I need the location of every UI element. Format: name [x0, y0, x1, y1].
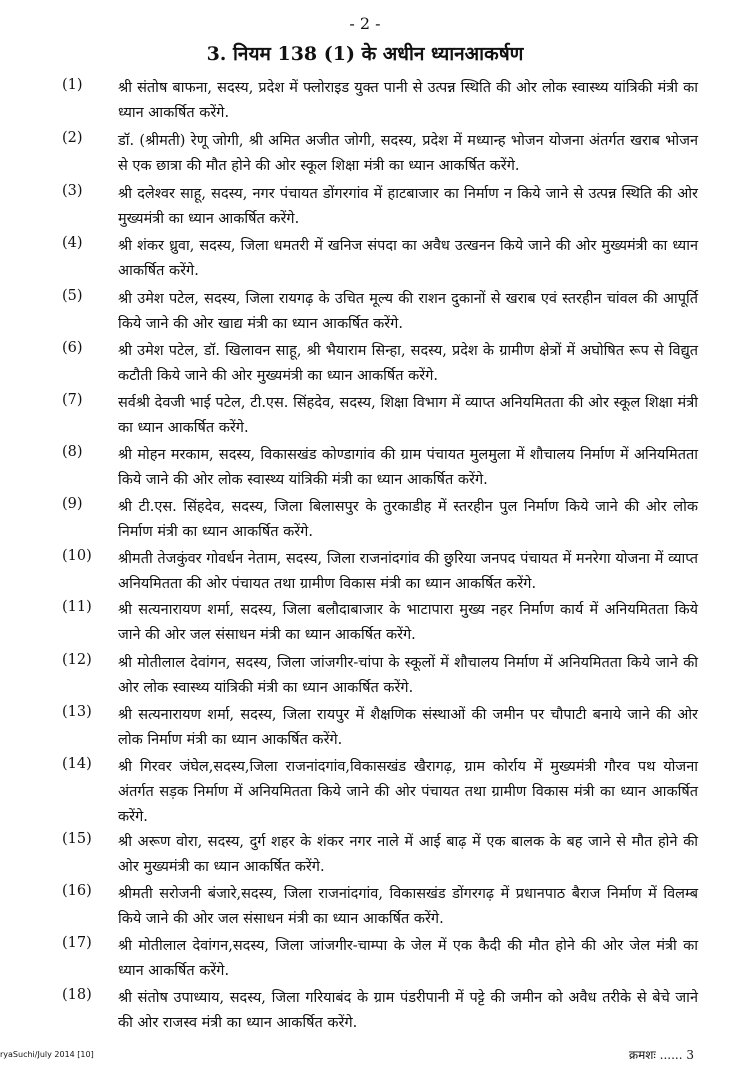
item-number: (1)	[62, 77, 83, 93]
item-text: श्री उमेश पटेल, डॉ. खिलावन साहू, श्री भैयाराम सिन्हा, सदस्य, प्रदेश के ग्रामीण क्षेत्रों में अघोषित रूप से विद्युत कटौती किये जाने की ओर मुख्यमंत्री का ध्यान आकर्षित करेंगे.	[118, 343, 698, 384]
item-number: (13)	[62, 704, 92, 720]
section-heading: 3. नियम 138 (1) के अधीन ध्यानआकर्षण	[206, 43, 524, 65]
item-text: श्री संतोष उपाध्याय, सदस्य, जिला गरियाबंद के ग्राम पंडरीपानी में पट्टे की जमीन को अवैध तरीके से बेचे जाने की ओर राजस्व मंत्री का ध्यान आकर्षित करेंगे.	[118, 990, 698, 1031]
item-text: श्रीमती तेजकुंवर गोवर्धन नेताम, सदस्य, जिला राजनांदगांव की छुरिया जनपद पंचायत में मनरेगा योजना में व्याप्त अनियमितता की ओर पंचायत तथा ग्रामीण विकास मंत्री का ध्यान आकर्षित करेंगे.	[118, 551, 698, 592]
item-text: श्री दलेश्वर साहू, सदस्य, नगर पंचायत डोंगरगांव में हाटबाजार का निर्माण न किये जाने से उत्पन्न स्थिति की ओर मुख्यमंत्री का ध्यान आकर्षित करेंगे.	[118, 186, 698, 227]
item-number: (14)	[62, 756, 92, 772]
item-number: (4)	[62, 235, 83, 251]
item-number: (12)	[62, 652, 92, 668]
page-number: - 2 -	[349, 14, 381, 33]
item-text: श्री मोतीलाल देवांगन,सदस्य, जिला जांजगीर-चाम्पा के जेल में एक कैदी की मौत होने की ओर जेल मंत्री का ध्यान आकर्षित करेंगे.	[118, 938, 698, 979]
item-number: (11)	[62, 599, 92, 615]
footer-file-reference: ryaSuchi/July 2014 [10]	[0, 1050, 94, 1059]
item-number: (2)	[62, 130, 83, 146]
item-number: (18)	[62, 987, 92, 1003]
item-text: श्री सत्यनारायण शर्मा, सदस्य, जिला बलौदाबाजार के भाटापारा मुख्य नहर निर्माण कार्य में अनियमितता किये जाने की ओर जल संसाधन मंत्री का ध्यान आकर्षित करेंगे.	[118, 602, 698, 643]
item-number: (9)	[62, 496, 83, 512]
item-text: श्री मोहन मरकाम, सदस्य, विकासखंड कोण्डागांव की ग्राम पंचायत मुलमुला में शौचालय निर्माण में अनियमितता किये जाने की ओर लोक स्वास्थ्य यांत्रिकी मंत्री का ध्यान आकर्षित करेंगे.	[118, 447, 698, 488]
item-number: (17)	[62, 935, 92, 951]
item-text: श्री टी.एस. सिंहदेव, सदस्य, जिला बिलासपुर के तुरकाडीह में स्तरहीन पुल निर्माण किये जाने की ओर लोक निर्माण मंत्री का ध्यान आकर्षित करेंगे.	[118, 499, 698, 540]
item-number: (3)	[62, 183, 83, 199]
item-number: (7)	[62, 392, 83, 408]
item-number: (10)	[62, 548, 92, 564]
item-number: (8)	[62, 444, 83, 460]
footer-continuation: क्रमशः ...... 3	[628, 1048, 694, 1062]
item-text: श्री सत्यनारायण शर्मा, सदस्य, जिला रायपुर में शैक्षणिक संस्थाओं की जमीन पर चौपाटी बनाये जाने की ओर लोक निर्माण मंत्री का ध्यान आकर्षित करेंगे.	[118, 707, 698, 748]
item-text: श्री संतोष बाफना, सदस्य, प्रदेश में फ्लोराइड युक्त पानी से उत्पन्न स्थिति की ओर लोक स्वास्थ्य यांत्रिकी मंत्री का ध्यान आकर्षित करेंगे.	[118, 80, 698, 121]
item-number: (16)	[62, 883, 92, 899]
item-number: (5)	[62, 288, 83, 304]
item-text: सर्वश्री देवजी भाई पटेल, टी.एस. सिंहदेव, सदस्य, शिक्षा विभाग में व्याप्त अनियमितता की ओर स्कूल शिक्षा मंत्री का ध्यान आकर्षित करेंगे.	[118, 395, 698, 436]
item-text: श्री मोतीलाल देवांगन, सदस्य, जिला जांजगीर-चांपा के स्कूलों में शौचालय निर्माण में अनियमितता किये जाने की ओर लोक स्वास्थ्य यांत्रिकी मंत्री का ध्यान आकर्षित करेंगे.	[118, 655, 698, 696]
item-number: (6)	[62, 340, 83, 356]
item-text: श्री अरूण वोरा, सदस्य, दुर्ग शहर के शंकर नगर नाले में आई बाढ़ में एक बालक के बह जाने से मौत होने की ओर मुख्यमंत्री का ध्यान आकर्षित करेंगे.	[118, 834, 698, 875]
item-text: श्रीमती सरोजनी बंजारे,सदस्य, जिला राजनांदगांव, विकासखंड डोंगरगढ़ में प्रधानपाठ बैराज निर्माण में विलम्ब किये जाने की ओर जल संसाधन मंत्री का ध्यान आकर्षित करेंगे.	[118, 886, 698, 927]
item-text: श्री उमेश पटेल, सदस्य, जिला रायगढ़ के उचित मूल्य की राशन दुकानों से खराब एवं स्तरहीन चांवल की आपूर्ति किये जाने की ओर खाद्य मंत्री का ध्यान आकर्षित करेंगे.	[118, 291, 698, 332]
item-text: श्री शंकर ध्रुवा, सदस्य, जिला धमतरी में खनिज संपदा का अवैध उत्खनन किये जाने की ओर मुख्यमंत्री का ध्यान आकर्षित करेंगे.	[118, 238, 698, 279]
item-number: (15)	[62, 831, 92, 847]
item-text: श्री गिरवर जंघेल,सदस्य,जिला राजनांदगांव,विकासखंड खैरागढ़, ग्राम कोर्राय में मुख्यमंत्री गौरव पथ योजना अंतर्गत सड़क निर्माण में अनियमितता किये जाने की ओर पंचायत तथा ग्रामीण विकास मंत्री का ध्यान आकर्षित करेंगे.	[118, 759, 698, 825]
item-text: डॉ. (श्रीमती) रेणू जोगी, श्री अमित अजीत जोगी, सदस्य, प्रदेश में मध्यान्ह भोजन योजना अंतर्गत खराब भोजन से एक छात्रा की मौत होने की ओर स्कूल शिक्षा मंत्री का ध्यान आकर्षित करेंगे.	[118, 133, 698, 174]
